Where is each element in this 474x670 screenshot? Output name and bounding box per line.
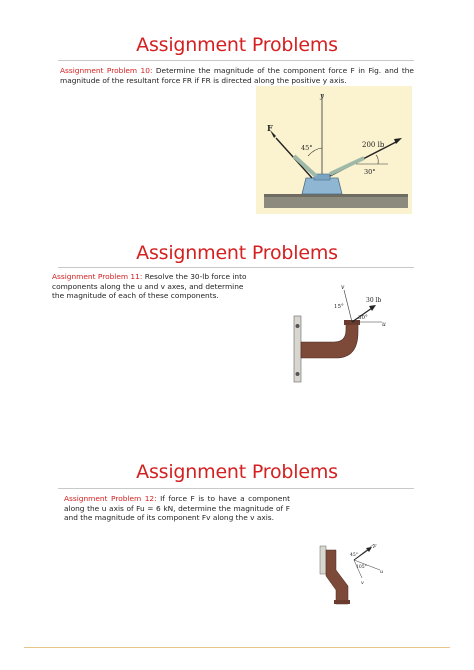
section-2-divider [58,267,414,268]
problem-10-body: Determine the magnitude of the component force F in Fig. and the magnitude of the resultant force FR if FR is directed along the positive y axis. [60,66,414,85]
section-2-title: Assignment Problems [136,242,338,264]
problem-10-axis-y: y [320,92,324,100]
problem-10-text [60,66,414,85]
footer-divider [24,647,450,648]
problem-11-angle-30: 30° [358,315,368,321]
problem-11-axis-v: v [341,284,345,291]
problem-11-angle-15: 15° [334,304,344,310]
section-1-divider [58,60,414,61]
problem-10-figure [256,86,412,214]
section-3-divider [58,488,414,489]
problem-11-body: Resolve the 30-lb force into components along the u and v axes, and determine the magnitude of each of these components. [52,272,247,301]
problem-10-force-f: F [267,123,273,133]
problem-11-text [52,272,254,301]
problem-11-force: 30 lb [366,297,382,304]
problem-12-label: Assignment Problem 12: [64,494,157,503]
problem-12-axis-u: u [380,569,384,575]
problem-12-text [64,494,290,523]
section-3-title: Assignment Problems [136,461,338,483]
problem-12-angle-45: 45° [350,553,358,558]
problem-11-label: Assignment Problem 11: [52,272,143,281]
problem-10-label: Assignment Problem 10: [60,66,153,75]
problem-10-angle-right: 30° [364,168,376,176]
problem-11-figure [286,278,396,390]
problem-11-axis-u: u [382,321,386,328]
problem-12-body: If force F is to have a component along the u axis of Fu = 6 kN, determine the magnitude of F and the magnitude of its component Fv along the v axis. [64,494,290,523]
problem-10-force-200: 200 lb [362,141,385,149]
problem-12-axis-v: v [361,580,364,586]
section-1-title: Assignment Problems [136,34,338,56]
problem-12-force: F [373,544,377,550]
problem-12-figure [314,540,390,610]
problem-12-angle-105: 105° [356,565,367,570]
problem-10-angle-left: 45° [301,144,313,152]
